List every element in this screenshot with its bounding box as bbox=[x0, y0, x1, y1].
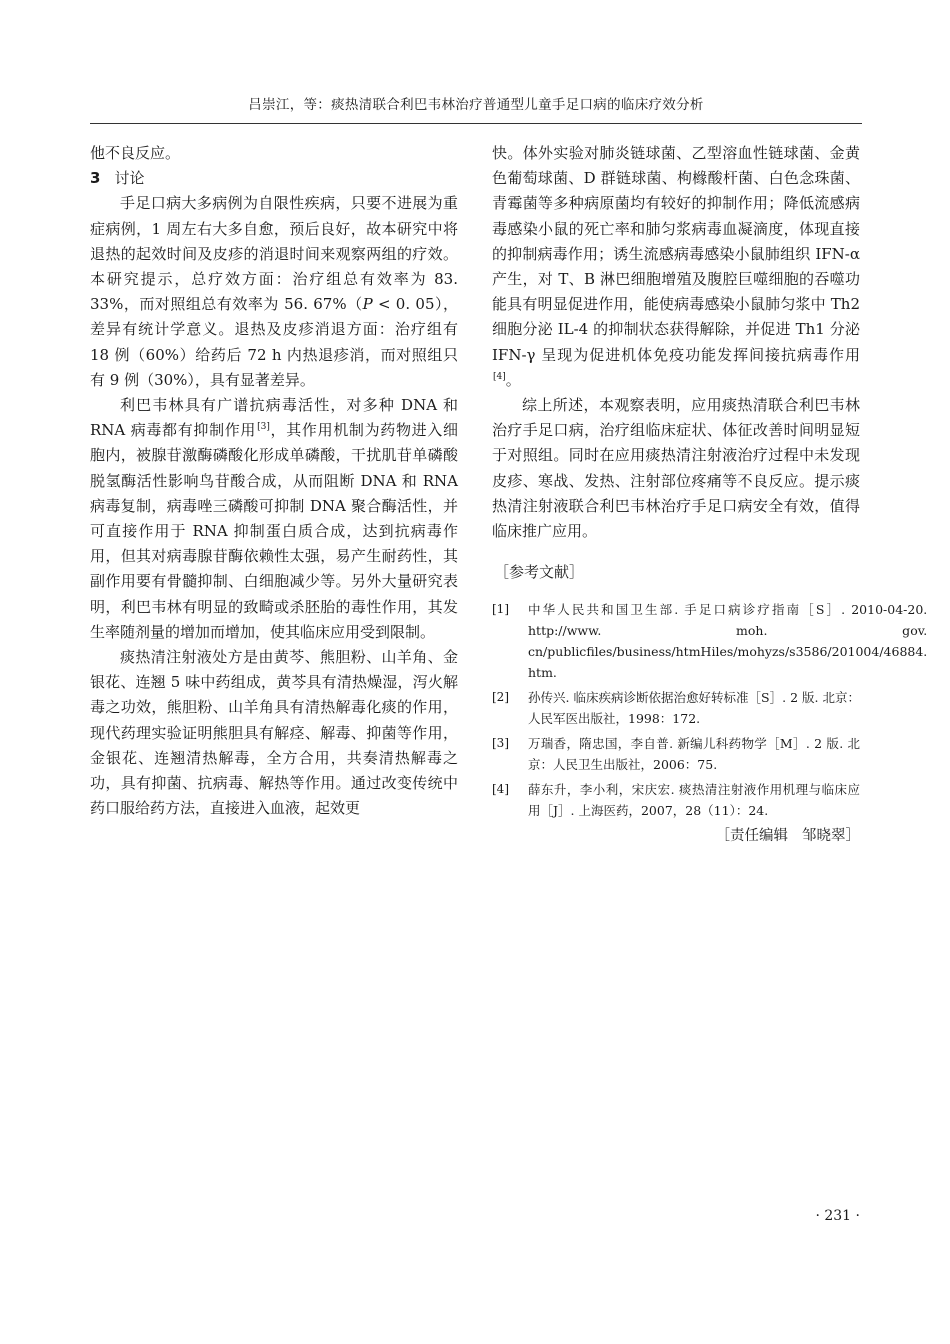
references-heading: ［参考文献］ bbox=[494, 563, 585, 582]
paragraph-discussion-1 bbox=[90, 191, 458, 393]
reference-number: [3] bbox=[492, 736, 509, 751]
header-rule bbox=[90, 123, 862, 124]
paragraph-text: 。 bbox=[505, 370, 521, 389]
section-number: 3 bbox=[90, 169, 101, 188]
editor-label: ［责任编辑 bbox=[715, 828, 788, 845]
paragraph-text: ，其作用机制为药物进入细胞内，被腺苷激酶磷酸化形成单磷酸，干扰肌苷单磷酸脱氢酶活性影响鸟苷酸合成，从而阻断 DNA 和 RNA 病毒复制，病毒唑三磷酸可抑制 DNA 聚合酶活性，并可直接作用于 RNA 抑制蛋白质合成，达到抗病毒作用，但其对病毒腺苷酶依赖性太强，易产生耐药性，其副作用要有骨髓抑制、白细胞减少等。另外大量研究表明，利巴韦林有明显的致畸或杀胚胎的毒性作用，其发生率随剂量的增加而增加，使其临床应用受到限制。 bbox=[90, 421, 458, 641]
editor-name: 邹晓翠］ bbox=[802, 828, 860, 845]
paragraph-text: 快。体外实验对肺炎链球菌、乙型溶血性链球菌、金黄色葡萄球菌、D 群链球菌、枸橼酸杆菌、白色念珠菌、青霉菌等多种病原菌均有较好的抑制作用；降低流感病毒感染小鼠的死亡率和肺匀浆病毒血凝滴度，体现直接的抑制病毒作用；诱生流感病毒感染小鼠肺组织 IFN-α 产生，对 T、B 淋巴细胞增殖及腹腔巨噬细胞的吞噬功能具有明显促进作用，能使病毒感染小鼠肺匀浆中 Th2 细胞分泌 IL-4 的抑制状态获得解除，并促进 Th1 分泌 IFN-γ 呈现为促进机体免疫功能发挥间接抗病毒作用 bbox=[492, 144, 860, 364]
citation-marker[interactable]: [3] bbox=[257, 422, 270, 433]
running-title: 吕崇江，等：痰热清联合利巴韦林治疗普通型儿童手足口病的临床疗效分析 bbox=[248, 97, 704, 113]
paragraph-text: 利巴韦林具有广谱抗病毒活性，对多种 DNA 和 RNA 病毒都有抑制作用 bbox=[90, 396, 458, 440]
reference-number: [1] bbox=[492, 602, 509, 617]
reference-number: [2] bbox=[492, 690, 509, 705]
page-number: · 231 · bbox=[815, 1208, 860, 1224]
left-column bbox=[90, 141, 458, 821]
section-heading bbox=[90, 166, 458, 191]
paragraph-continued: 他不良反应。 bbox=[90, 144, 181, 162]
paragraph-text: < 0. 05），差异有统计学意义。退热及皮疹消退方面：治疗组有 18 例（60%）给药后 72 h 内热退疹消，而对照组只有 9 例（30%），具有显著差异。 bbox=[90, 295, 458, 389]
paragraph-discussion-3: 痰热清注射液处方是由黄芩、熊胆粉、山羊角、金银花、连翘 5 味中药组成，黄芩具有清热燥湿，泻火解毒之功效，熊胆粉、山羊角具有清热解毒化痰的作用，现代药理实验证明熊胆具有解痉、解毒、抑菌等作用，金银花、连翘清热解毒，全方合用，共奏清热解毒之功，具有抑菌、抗病毒、解热等作用。通过改变传统中药口服给药方法，直接进入血液，起效更 bbox=[90, 648, 458, 818]
right-column bbox=[492, 141, 928, 847]
paragraph-discussion-3-cont bbox=[492, 141, 860, 393]
reference-item bbox=[492, 599, 928, 683]
reference-item bbox=[492, 733, 860, 775]
reference-text: 中华人民共和国卫生部. 手足口病诊疗指南［S］. 2010-04-20. http://www. moh. gov. cn/publicfiles/business/htmHiles/mohyzs/s3586/201004/46884. htm. bbox=[528, 602, 928, 681]
reference-text: 孙传兴. 临床疾病诊断依据治愈好转标准［S］. 2 版. 北京：人民军医出版社，1998：172. bbox=[528, 690, 860, 727]
paragraph-discussion-2 bbox=[90, 393, 458, 645]
paragraph-text: 手足口病大多病例为自限性疾病，只要不进展为重症病例，1 周左右大多自愈，预后良好，故本研究中将退热的起效时间及皮疹的消退时间来观察两组的疗效。本研究提示，总疗效方面：治疗组总有效率为 83. 33%，而对照组总有效率为 56. 67%（ bbox=[90, 194, 458, 314]
paragraph-conclusion: 综上所述，本观察表明，应用痰热清联合利巴韦林治疗手足口病，治疗组临床症状、体征改善时间明显短于对照组。同时在应用痰热清注射液治疗过程中未发现皮疹、寒战、发热、注射部位疼痛等不良反应。提示痰热清注射液联合利巴韦林治疗手足口病安全有效，值得临床推广应用。 bbox=[492, 396, 860, 541]
p-value-variable: P bbox=[362, 295, 373, 314]
reference-number: [4] bbox=[492, 782, 509, 797]
section-title: 讨论 bbox=[114, 169, 145, 188]
reference-text: 万瑞香，隋忠国，李自普. 新编儿科药物学［M］. 2 版. 北京：人民卫生出版社，2006：75. bbox=[528, 736, 860, 773]
reference-item bbox=[492, 779, 860, 821]
reference-list bbox=[492, 599, 928, 821]
reference-item bbox=[492, 687, 860, 729]
citation-marker[interactable]: [4] bbox=[493, 371, 506, 382]
reference-text: 薛东升，李小利，宋庆宏. 痰热清注射液作用机理与临床应用［J］. 上海医药，2007，28（11）：24. bbox=[528, 782, 860, 819]
responsible-editor bbox=[492, 825, 860, 847]
